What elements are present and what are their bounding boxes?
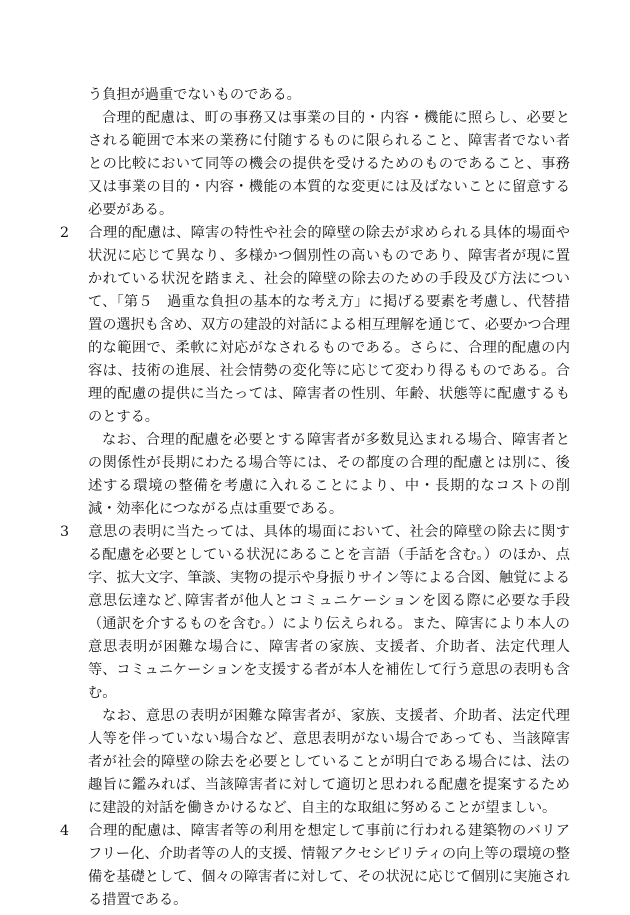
list-item-4 — [60, 820, 570, 912]
item-number: 2 — [60, 225, 70, 241]
item-text: 意思の表明に当たっては、具体的場面において、社会的障壁の除去に関する配慮を必要としている状況にあることを言語（手話を含む。）のほか、点字、拡大文字、筆談、実物の提示や身振りサイン等による合図、触覚による意思伝達など､障害者が他人とコミュニケーションを図る際に必要な手段（通訳を介するものを含む。）により伝えられる。また、障害により本人の意思表明が困難な場合に、障害者の家族、支援者、介助者、法定代理人等、コミュニケーションを支援する者が本人を補佐して行う意思の表明も含む。 — [88, 524, 570, 701]
paragraph-item-2-note: なお、合理的配慮を必要とする障害者が多数見込まれる場合、障害者との関係性が長期にわたる場合等には、その都度の合理的配慮とは別に、後述する環境の整備を考慮に入れることにより、中・長期的なコストの削減・効率化につながる点は重要である。 — [88, 432, 570, 517]
item-number: 3 — [60, 524, 70, 540]
paragraph-item-3-note: なお、意思の表明が困難な障害者が、家族、支援者、介助者、法定代理人等を伴っていない場合など、意思表明がない場合であっても、当該障害者が社会的障壁の除去を必要としていることが明白である場合には、法の趣旨に鑑みれば、当該障害者に対して適切と思われる配慮を提案するために建設的対話を働きかけるなど、自主的な取組に努めることが望ましい。 — [88, 708, 570, 816]
document-body — [60, 84, 570, 912]
list-item-3 — [60, 521, 570, 705]
continued-paragraph: う負担が過重でないものである。 — [88, 87, 301, 103]
item-number: 4 — [60, 823, 70, 839]
paragraph-reasonable-accommodation-scope: 合理的配慮は、町の事務又は事業の目的・内容・機能に照らし、必要とされる範囲で本来の業務に付随するものに限られること、障害者でない者との比較において同等の機会の提供を受けるためのものであること、事務又は事業の目的・内容・機能の本質的な変更には及ばないことに留意する必要がある。 — [88, 110, 570, 218]
list-item-2 — [60, 222, 570, 429]
item-text: 合理的配慮は、障害者等の利用を想定して事前に行われる建築物のバリアフリー化、介助者等の人的支援、情報アクセシビリティの向上等の環境の整備を基礎として、個々の障害者に対して、その状況に応じて個別に実施される措置である。 — [88, 823, 570, 908]
item-text: 合理的配慮は、障害の特性や社会的障壁の除去が求められる具体的場面や状況に応じて異なり、多様かつ個別性の高いものであり、障害者が現に置かれている状況を踏まえ、社会的障壁の除去のための手段及び方法について、「第５ 過重な負担の基本的な考え方」に掲げる要素を考慮し、代替措置の選択も含め、双方の建設的対話による相互理解を通じて、必要かつ合理的な範囲で、柔軟に対応がなされるものである。さらに、合理的配慮の内容は、技術の進展、社会情勢の変化等に応じて変わり得るものである。合理的配慮の提供に当たっては、障害者の性別、年齢、状態等に配慮するものとする。 — [88, 225, 570, 425]
